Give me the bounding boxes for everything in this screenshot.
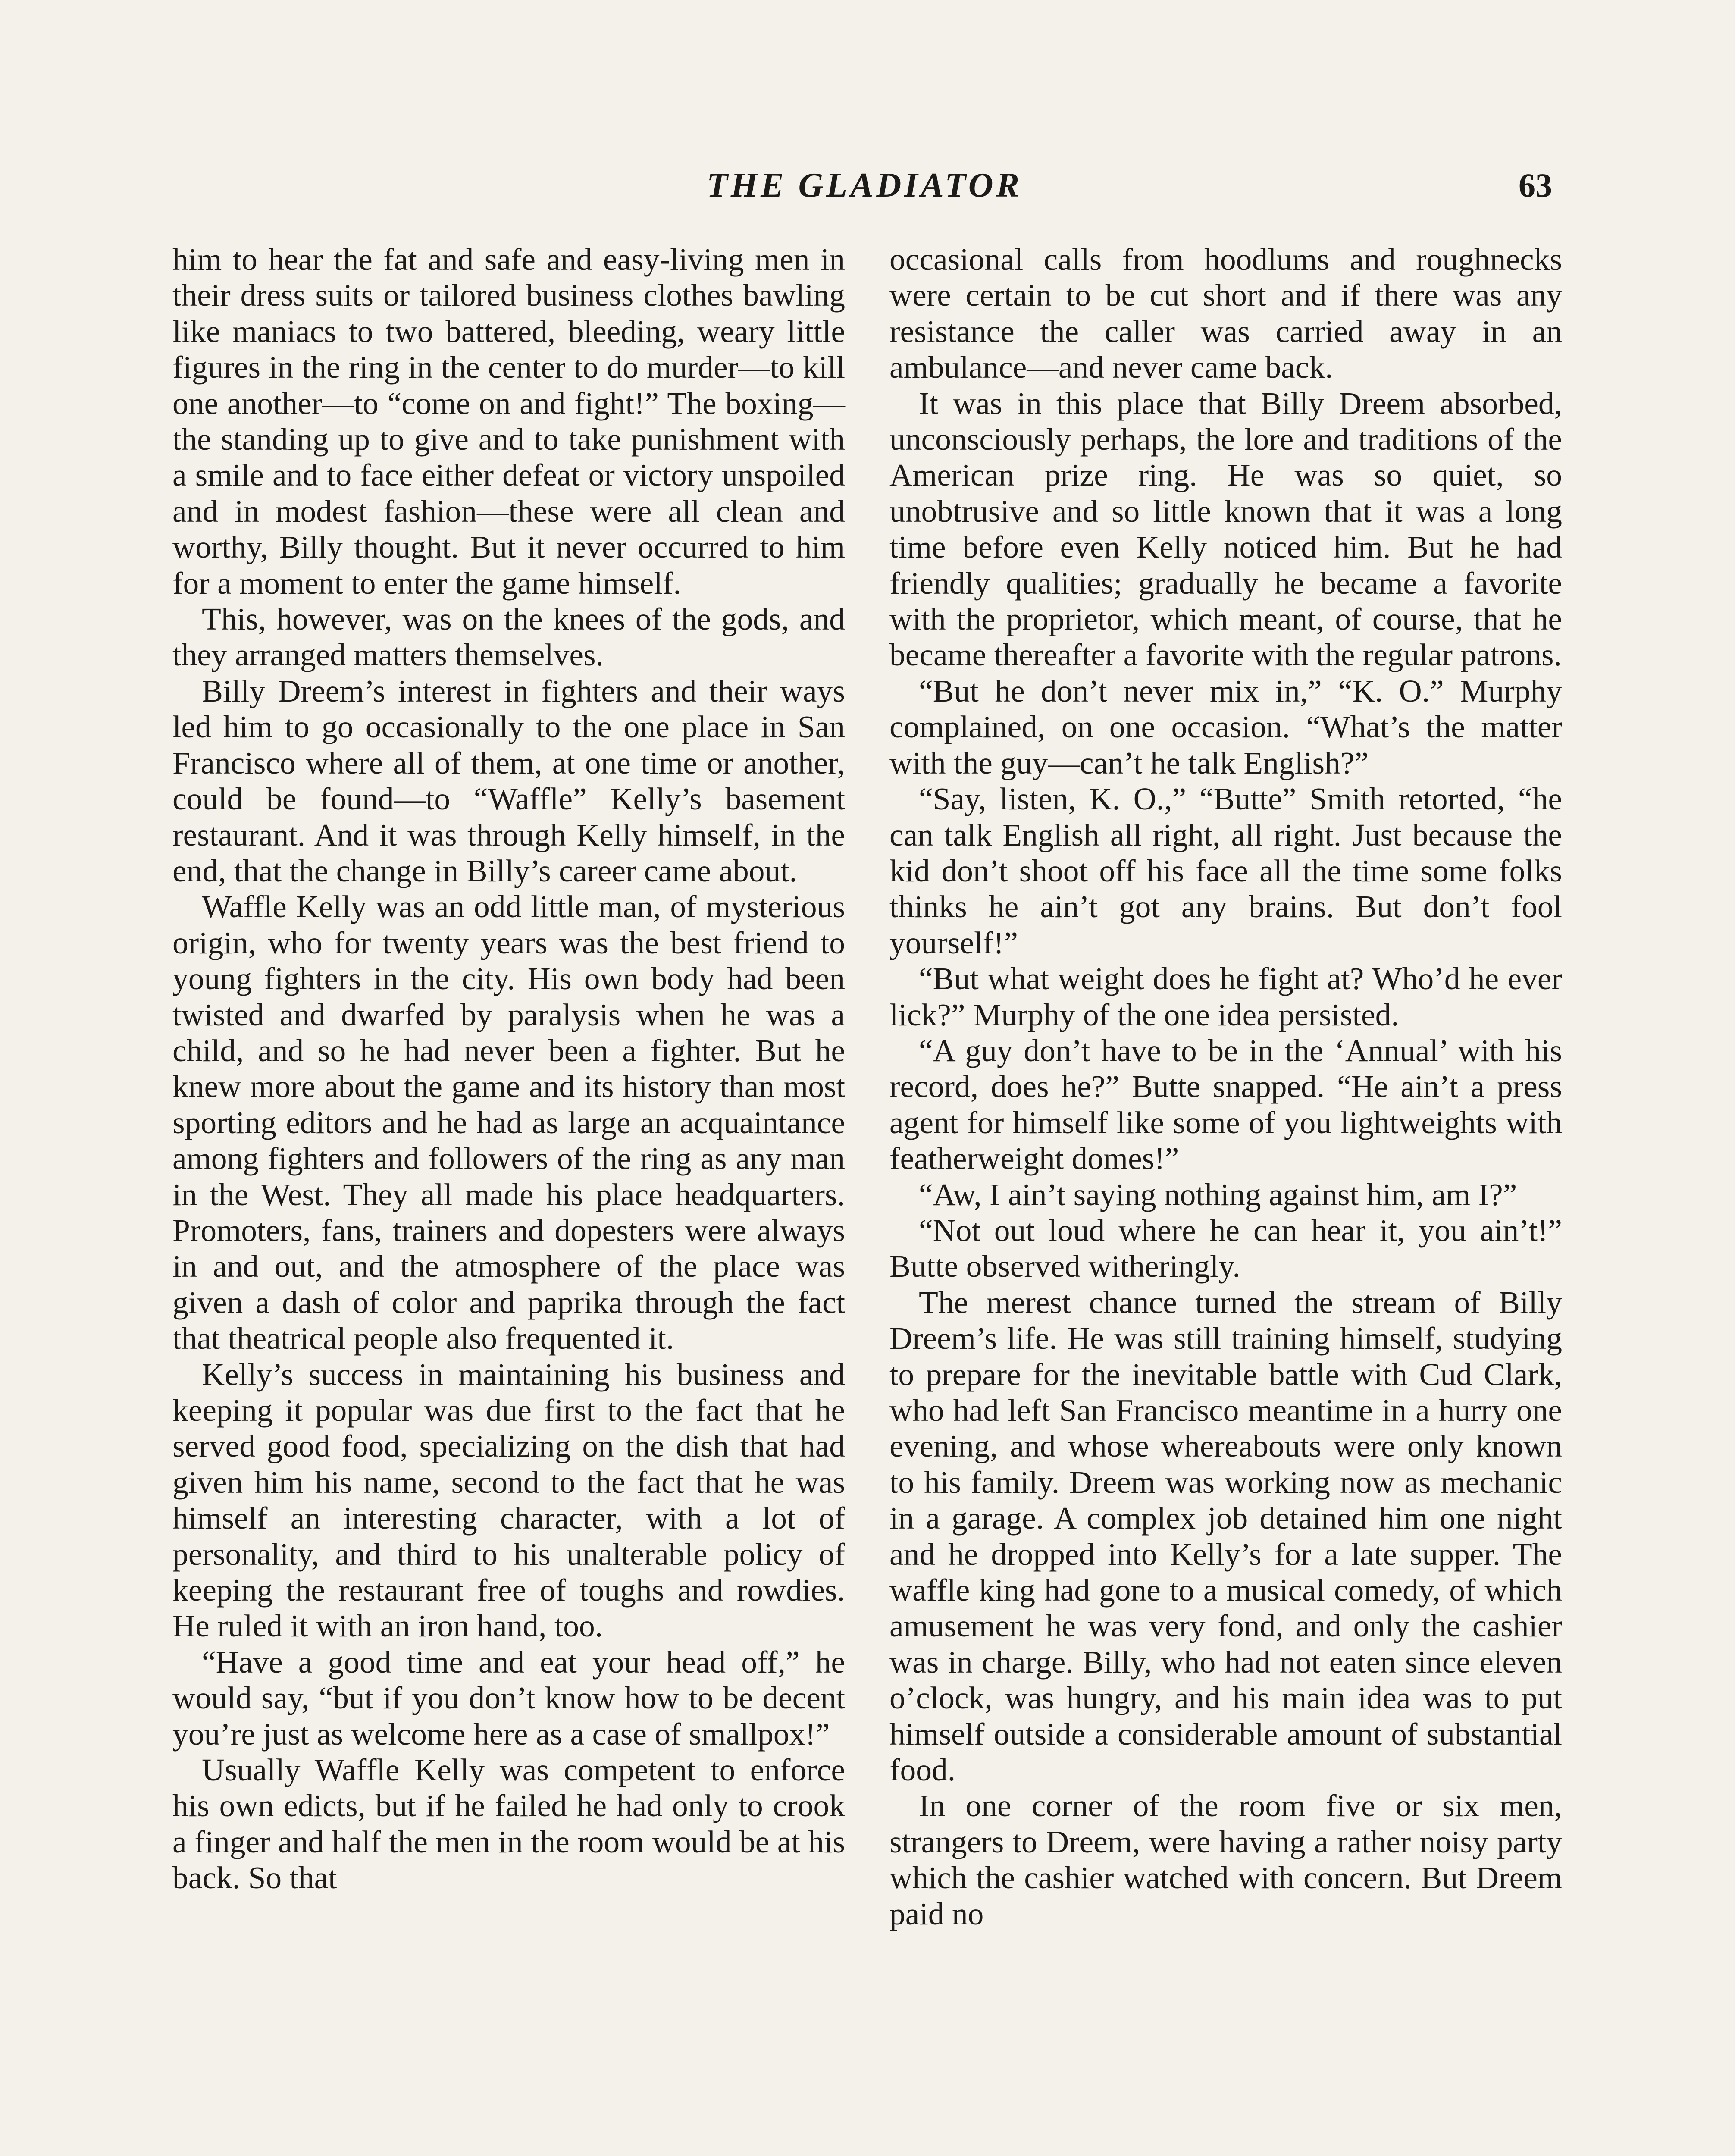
paragraph: Billy Dreem’s interest in fighters and their ways led him to go occasionally to the one place in San Francisco where all of them, at one time or another, could be found—to “Waffle” Kelly’s basement restaurant. And it was through Kelly himself, in the end, that the change in Billy’s career came about. bbox=[172, 673, 845, 888]
paragraph: “But he don’t never mix in,” “K. O.” Murphy complained, on one occasion. “What’s the matter with the guy—can’t he talk English?” bbox=[889, 673, 1562, 780]
paragraph: “Say, listen, K. O.,” “Butte” Smith retorted, “he can talk English all right, all right. Just because the kid don’t shoot off his face all the time some folks thinks he ain’t got any brains. But don’t fool yourself!” bbox=[889, 781, 1562, 960]
paragraph: “Not out loud where he can hear it, you ain’t!” Butte observed witheringly. bbox=[889, 1213, 1562, 1284]
paragraph: The merest chance turned the stream of Billy Dreem’s life. He was still training himself, studying to prepare for the inevitable battle with Cud Clark, who had left San Francisco meantime in a hurry one evening, and whose whereabouts were only known to his family. Dreem was working now as mechanic in a garage. A complex job detained him one night and he dropped into Kelly’s for a late supper. The waffle king had gone to a musical comedy, of which amusement he was very fond, and only the cashier was in charge. Billy, who had not eaten since eleven o’clock, was hungry, and his main idea was to put himself outside a considerable amount of substantial food. bbox=[889, 1285, 1562, 1788]
paragraph: “A guy don’t have to be in the ‘Annual’ with his record, does he?” Butte snapped. “He ain’t a press agent for himself like some of you lightweights with featherweight domes!” bbox=[889, 1033, 1562, 1176]
paragraph: “But what weight does he fight at? Who’d he ever lick?” Murphy of the one idea persisted. bbox=[889, 961, 1562, 1032]
paragraph: him to hear the fat and safe and easy-living men in their dress suits or tailored business clothes bawling like maniacs to two battered, bleeding, weary little figures in the ring in the center to do murder—to kill one another—to “come on and fight!” The boxing—the standing up to give and to take punishment with a smile and to face either defeat or victory unspoiled and in modest fashion—these were all clean and worthy, Billy thought. But it never occurred to him for a moment to enter the game himself. bbox=[172, 242, 845, 601]
left-column bbox=[172, 241, 845, 1896]
paragraph: Usually Waffle Kelly was competent to enforce his own edicts, but if he failed he had only to crook a finger and half the men in the room would be at his back. So that bbox=[172, 1752, 845, 1896]
paragraph: “Aw, I ain’t saying nothing against him, am I?” bbox=[919, 1177, 1517, 1212]
paragraph: This, however, was on the knees of the gods, and they arranged matters themselves. bbox=[172, 602, 845, 673]
running-title: THE GLADIATOR bbox=[707, 166, 1022, 204]
paragraph: In one corner of the room five or six men, strangers to Dreem, were having a rather noisy party which the cashier watched with concern. But Dreem paid no bbox=[889, 1788, 1562, 1931]
paragraph: occasional calls from hoodlums and roughnecks were certain to be cut short and if there was any resistance the caller was carried away in an ambulance—and never came back. bbox=[889, 242, 1562, 385]
page-number: 63 bbox=[1519, 166, 1552, 204]
paragraph: Kelly’s success in maintaining his business and keeping it popular was due first to the fact that he served good food, specializing on the dish that had given him his name, second to the fact that he was himself an interesting character, with a lot of personality, and third to his unalterable policy of keeping the restaurant free of toughs and rowdies. He ruled it with an iron hand, too. bbox=[172, 1357, 845, 1644]
paragraph: “Have a good time and eat your head off,” he would say, “but if you don’t know how to be decent you’re just as welcome here as a case of smallpox!” bbox=[172, 1644, 845, 1752]
paragraph: Waffle Kelly was an odd little man, of mysterious origin, who for twenty years was the best friend to young fighters in the city. His own body had been twisted and dwarfed by paralysis when he was a child, and so he had never been a fighter. But he knew more about the game and its history than most sporting editors and he had as large an acquaintance among fighters and followers of the ring as any man in the West. They all made his place headquarters. Promoters, fans, trainers and dopesters were always in and out, and the atmosphere of the place was given a dash of color and paprika through the fact that theatrical people also frequented it. bbox=[172, 889, 845, 1356]
paragraph: It was in this place that Billy Dreem absorbed, unconsciously perhaps, the lore and traditions of the American prize ring. He was so quiet, so unobtrusive and so little known that it was a long time before even Kelly noticed him. But he had friendly qualities; gradually he became a favorite with the proprietor, which meant, of course, that he became thereafter a favorite with the regular patrons. bbox=[889, 385, 1562, 673]
right-column bbox=[889, 241, 1562, 1932]
page-header bbox=[172, 166, 1556, 213]
